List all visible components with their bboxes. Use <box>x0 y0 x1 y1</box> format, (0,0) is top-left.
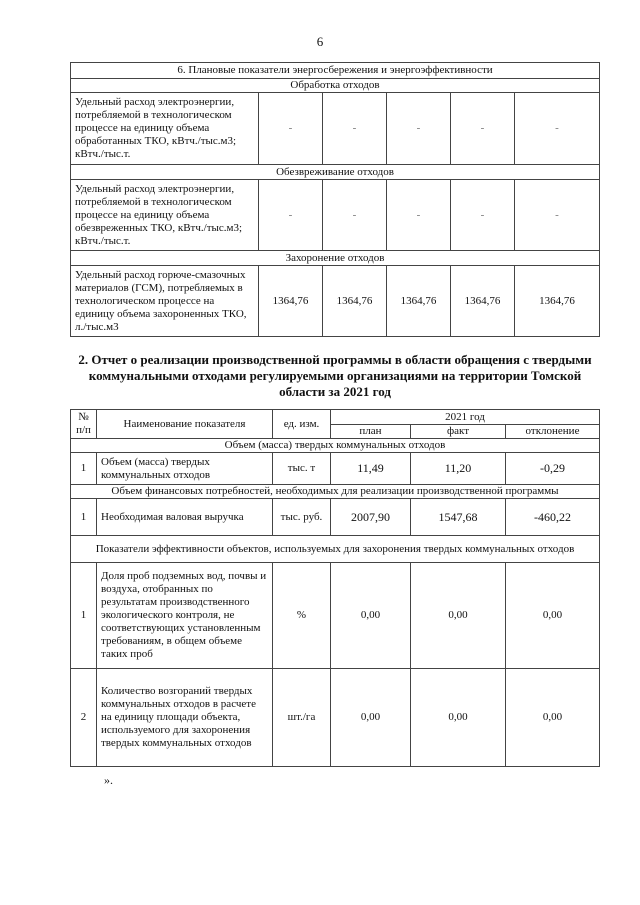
table-row <box>71 266 600 337</box>
cell-plan: 11,49 <box>331 453 411 485</box>
cell: - <box>259 93 323 165</box>
header-plan: план <box>331 425 411 439</box>
cell-fact: 1547,68 <box>411 499 506 536</box>
header-unit: ед. изм. <box>273 410 331 439</box>
cell: 1364,76 <box>259 266 323 337</box>
closing-quote: ». <box>104 773 113 787</box>
production-program-report-table <box>70 409 600 767</box>
cell-plan: 0,00 <box>331 669 411 767</box>
header-fact: факт <box>411 425 506 439</box>
cell: 1364,76 <box>323 266 387 337</box>
energy-indicators-table <box>70 62 600 337</box>
cell-fact: 11,20 <box>411 453 506 485</box>
table-row <box>71 669 600 767</box>
cell: - <box>323 93 387 165</box>
cell: - <box>451 93 515 165</box>
cell-name: Количество возгораний твердых коммунальных отходов в расчете на единицу площади объекта, используемого для захоронения твердых коммунальных отходов <box>97 669 273 767</box>
row-name: Удельный расход горюче-смазочных материалов (ГСМ), потребляемых в технологическом процессе на единицу объема захороненных ТКО, л./тыс.м3 <box>71 266 259 337</box>
cell: - <box>259 180 323 251</box>
cell-name: Объем (масса) твердых коммунальных отходов <box>97 453 273 485</box>
cell: - <box>387 180 451 251</box>
cell-plan: 0,00 <box>331 563 411 669</box>
cell-deviation: 0,00 <box>506 563 600 669</box>
section-title: Захоронение отходов <box>71 251 600 266</box>
cell: - <box>515 180 600 251</box>
section-2-title: 2. Отчет о реализации производственной программы в области обращения с твердыми коммунальными отходами регулируемыми организациями на территории Томской области за 2021 год <box>78 352 592 399</box>
table-row <box>71 453 600 485</box>
page-number: 6 <box>316 34 324 49</box>
cell-deviation: 0,00 <box>506 669 600 767</box>
cell-deviation: -0,29 <box>506 453 600 485</box>
cell-unit: % <box>273 563 331 669</box>
table-header: 6. Плановые показатели энергосбережения и энергоэффективности <box>71 63 600 79</box>
cell: 1364,76 <box>387 266 451 337</box>
cell-fact: 0,00 <box>411 669 506 767</box>
section-title: Объем (масса) твердых коммунальных отходов <box>71 439 600 453</box>
cell: - <box>387 93 451 165</box>
cell: - <box>515 93 600 165</box>
section-title: Показатели эффективности объектов, используемых для захоронения твердых коммунальных отходов <box>71 536 600 563</box>
cell-num: 1 <box>71 563 97 669</box>
row-name: Удельный расход электроэнергии, потребляемой в технологическом процессе на единицу объема обезвреженных ТКО, кВтч./тыс.м3; кВтч./тыс.т. <box>71 180 259 251</box>
header-num: № п/п <box>71 410 97 439</box>
table-row <box>71 93 600 165</box>
cell-unit: тыс. руб. <box>273 499 331 536</box>
cell-fact: 0,00 <box>411 563 506 669</box>
cell-deviation: -460,22 <box>506 499 600 536</box>
cell: 1364,76 <box>451 266 515 337</box>
cell: - <box>451 180 515 251</box>
section-title: Обезвреживание отходов <box>71 165 600 180</box>
table-row <box>71 180 600 251</box>
cell-num: 2 <box>71 669 97 767</box>
cell-unit: шт./га <box>273 669 331 767</box>
cell-name: Доля проб подземных вод, почвы и воздуха, отобранных по результатам производственного экологического контроля, не соответствующих установленным требованиям, в общем объеме таких проб <box>97 563 273 669</box>
header-deviation: отклонение <box>506 425 600 439</box>
table-row <box>71 563 600 669</box>
header-year: 2021 год <box>331 410 600 425</box>
cell-unit: тыс. т <box>273 453 331 485</box>
section-title: Объем финансовых потребностей, необходимых для реализации производственной программы <box>71 485 600 499</box>
row-name: Удельный расход электроэнергии, потребляемой в технологическом процессе на единицу объема обработанных ТКО, кВтч./тыс.м3; кВтч./тыс.т. <box>71 93 259 165</box>
cell-plan: 2007,90 <box>331 499 411 536</box>
cell-name: Необходимая валовая выручка <box>97 499 273 536</box>
cell-num: 1 <box>71 453 97 485</box>
cell: - <box>323 180 387 251</box>
section-title: Обработка отходов <box>71 79 600 93</box>
header-name: Наименование показателя <box>97 410 273 439</box>
table-row <box>71 499 600 536</box>
cell: 1364,76 <box>515 266 600 337</box>
cell-num: 1 <box>71 499 97 536</box>
